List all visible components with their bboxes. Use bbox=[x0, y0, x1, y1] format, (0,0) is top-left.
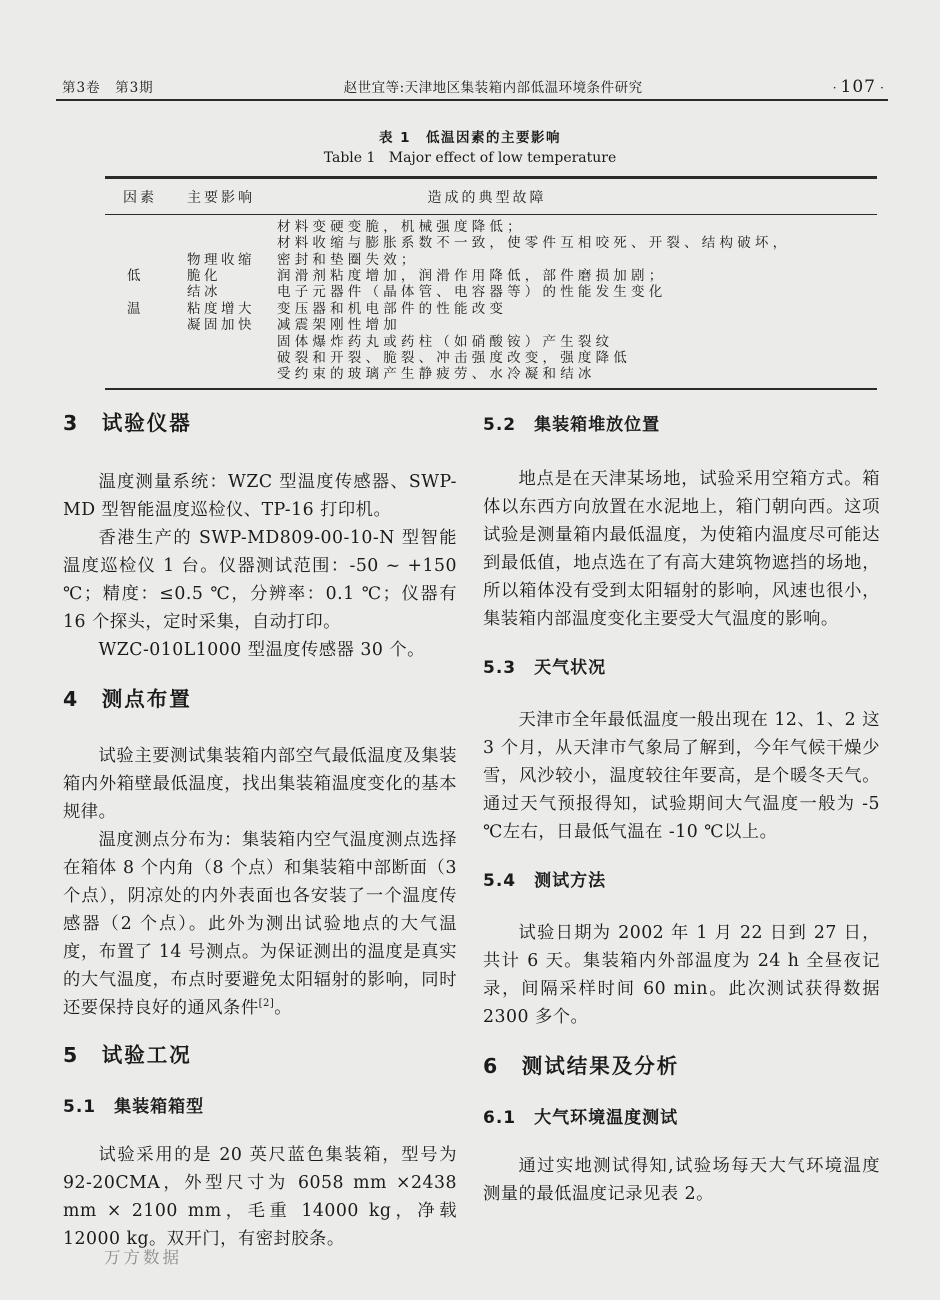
volume-issue-label: 第3卷 第3期 bbox=[62, 80, 154, 96]
table1-effect-cell bbox=[187, 235, 277, 251]
section-heading-5: 5 试验工况 bbox=[63, 1043, 192, 1067]
table1-fault-cell: 固体爆炸药丸或药柱（如硝酸铵）产生裂纹 bbox=[277, 333, 614, 350]
table1-fault-cell: 受约束的玻璃产生静疲劳、水冷凝和结冰 bbox=[277, 366, 596, 383]
table1-effect-column bbox=[187, 219, 277, 383]
paragraph-s3-1: 温度测量系统：WZC 型温度传感器、SWP-MD 型智能温度巡检仪、TP-16 打印机。 bbox=[63, 472, 457, 520]
page-number-dot: · bbox=[880, 80, 884, 95]
citation-ref-2: [2] bbox=[258, 998, 275, 1010]
table1-effect-cell: 脆化 bbox=[187, 268, 221, 285]
table1-factor-cell: 温 bbox=[127, 300, 142, 317]
section-heading-3: 3 试验仪器 bbox=[63, 411, 192, 435]
subsection-heading-6-1: 6.1 大气环境温度测试 bbox=[483, 1108, 679, 1128]
table1-factor-cell bbox=[105, 252, 187, 268]
paragraph-s52-1: 地点是在天津某场地，试验采用空箱方式。箱体以东西方向放置在水泥地上，箱门朝向西。这项试验是测量箱内最低温度，为使箱内温度尽可能达到最低值，地点选在了有高大建筑物遮挡的场地，所以箱体没有受到太阳辐射的影响，风速也很小，集装箱内部温度变化主要受大气温度的影响。 bbox=[483, 469, 880, 629]
subsection-heading-5-4: 5.4 测试方法 bbox=[483, 871, 607, 891]
paragraph-s54-1: 试验日期为 2002 年 1 月 22 日到 27 日，共计 6 天。集装箱内外部温度为 24 h 全昼夜记录，间隔采样时间 60 min。此次测试获得数据 2300 多个。 bbox=[483, 923, 880, 1027]
paragraph-s4-2-end: 。 bbox=[274, 998, 293, 1018]
section-heading-6: 6 测试结果及分析 bbox=[483, 1054, 680, 1078]
subsection-heading-5-2: 5.2 集装箱堆放位置 bbox=[483, 415, 661, 435]
table1-fault-cell: 材料收缩与膨胀系数不一致，使零件互相咬死、开裂、结构破坏， bbox=[277, 235, 791, 252]
table1-bottom-rule bbox=[105, 388, 877, 391]
table1-col-header-factor: 因素 bbox=[123, 189, 157, 206]
table1 bbox=[105, 176, 877, 390]
page-header bbox=[62, 76, 884, 97]
header-rule bbox=[56, 99, 888, 101]
table1-factor-column bbox=[105, 219, 187, 383]
table1-effect-cell: 凝固加快 bbox=[187, 317, 255, 334]
table1-effect-cell bbox=[187, 219, 277, 235]
table1-body bbox=[105, 215, 877, 388]
paragraph-s51-1: 试验采用的是 20 英尺蓝色集装箱，型号为 92-20CMA，外型尺寸为 6058 mm ×2438 mm × 2100 mm，毛重 14000 kg，净载 12000 kg。双开门，有密封胶条。 bbox=[63, 1145, 457, 1249]
table1-fault-cell: 电子元器件（晶体管、电容器等）的性能发生变化 bbox=[277, 284, 667, 301]
wanfang-watermark: 万方数据 bbox=[104, 1248, 182, 1267]
table1-effect-cell: 结冰 bbox=[187, 284, 221, 301]
table1-title-en: Table 1 Major effect of low temperature bbox=[323, 150, 617, 166]
table1-fault-cell: 破裂和开裂、脆裂、冲击强度改变，强度降低 bbox=[277, 350, 631, 367]
table1-fault-cell: 润滑剂粘度增加，润滑作用降低，部件磨损加剧； bbox=[277, 268, 667, 285]
table1-effect-cell: 粘度增大 bbox=[187, 300, 255, 317]
left-column bbox=[63, 404, 457, 1253]
paragraph-s53-1: 天津市全年最低温度一般出现在 12、1、2 这 3 个月，从天津市气象局了解到，今年气候干燥少雪，风沙较小，温度较往年要高，是个暖冬天气。通过天气预报得知，试验期间大气温度一般为 -5 ℃左右，日最低气温在 -10 ℃以上。 bbox=[483, 710, 880, 842]
page-number-dot: · bbox=[832, 80, 837, 95]
paragraph-s61-1: 通过实地测试得知,试验场每天大气环境温度测量的最低温度记录见表 2。 bbox=[483, 1156, 880, 1204]
table1-col-header-fault: 造成的典型故障 bbox=[427, 189, 547, 206]
paragraph-s4-1: 试验主要测试集装箱内部空气最低温度及集装箱内外箱壁最低温度，找出集装箱温度变化的基本规律。 bbox=[63, 746, 457, 822]
running-title: 赵世宜等:天津地区集装箱内部低温环境条件研究 bbox=[343, 80, 643, 96]
table1-factor-cell bbox=[105, 235, 187, 251]
section-heading-4: 4 测点布置 bbox=[63, 687, 192, 711]
right-column bbox=[483, 404, 880, 1208]
paragraph-s4-2-text: 温度测点分布为：集装箱内空气温度测点选择在箱体 8 个内角（8 个点）和集装箱中部断面（3 个点），阴凉处的内外表面也各安装了一个温度传感器（2 个点）。此外为测出试验地点的大气温度，布置了 14 号测点。为保证测出的温度是真实的大气温度，布点时要避免太阳辐射的影响，同时还要保持良好的通风条件 bbox=[63, 830, 457, 1018]
subsection-heading-5-3: 5.3 天气状况 bbox=[483, 658, 607, 678]
page-number bbox=[833, 77, 884, 97]
paragraph-s3-3: WZC-010L1000 型温度传感器 30 个。 bbox=[98, 640, 425, 660]
subsection-heading-5-1: 5.1 集装箱箱型 bbox=[63, 1097, 205, 1117]
table1-title-cn: 表 1 低温因素的主要影响 bbox=[378, 130, 562, 146]
table1-factor-cell bbox=[105, 219, 187, 235]
paragraph-s3-2: 香港生产的 SWP-MD809-00-10-N 型智能温度巡检仪 1 台。仪器测试范围：-50 ~ +150 ℃；精度：≤0.5 ℃，分辨率：0.1 ℃；仪器有 16 个探头，定时采集，自动打印。 bbox=[63, 528, 457, 632]
page-number-value: 107 bbox=[840, 77, 876, 97]
table1-fault-cell: 密封和垫圈失效； bbox=[277, 251, 419, 268]
paragraph-s4-2 bbox=[63, 826, 457, 1022]
table1-fault-cell: 减震架刚性增加 bbox=[277, 317, 401, 334]
table1-fault-column bbox=[277, 219, 877, 383]
table1-effect-cell: 物理收缩 bbox=[187, 251, 255, 268]
table1-header-row bbox=[105, 179, 877, 214]
table1-fault-cell: 变压器和机电部件的性能改变 bbox=[277, 300, 508, 317]
table1-fault-cell: 材料变硬变脆，机械强度降低； bbox=[277, 218, 525, 235]
table1-factor-cell: 低 bbox=[127, 268, 142, 285]
table1-factor-cell bbox=[105, 284, 187, 300]
table1-col-header-effect: 主要影响 bbox=[187, 189, 255, 206]
